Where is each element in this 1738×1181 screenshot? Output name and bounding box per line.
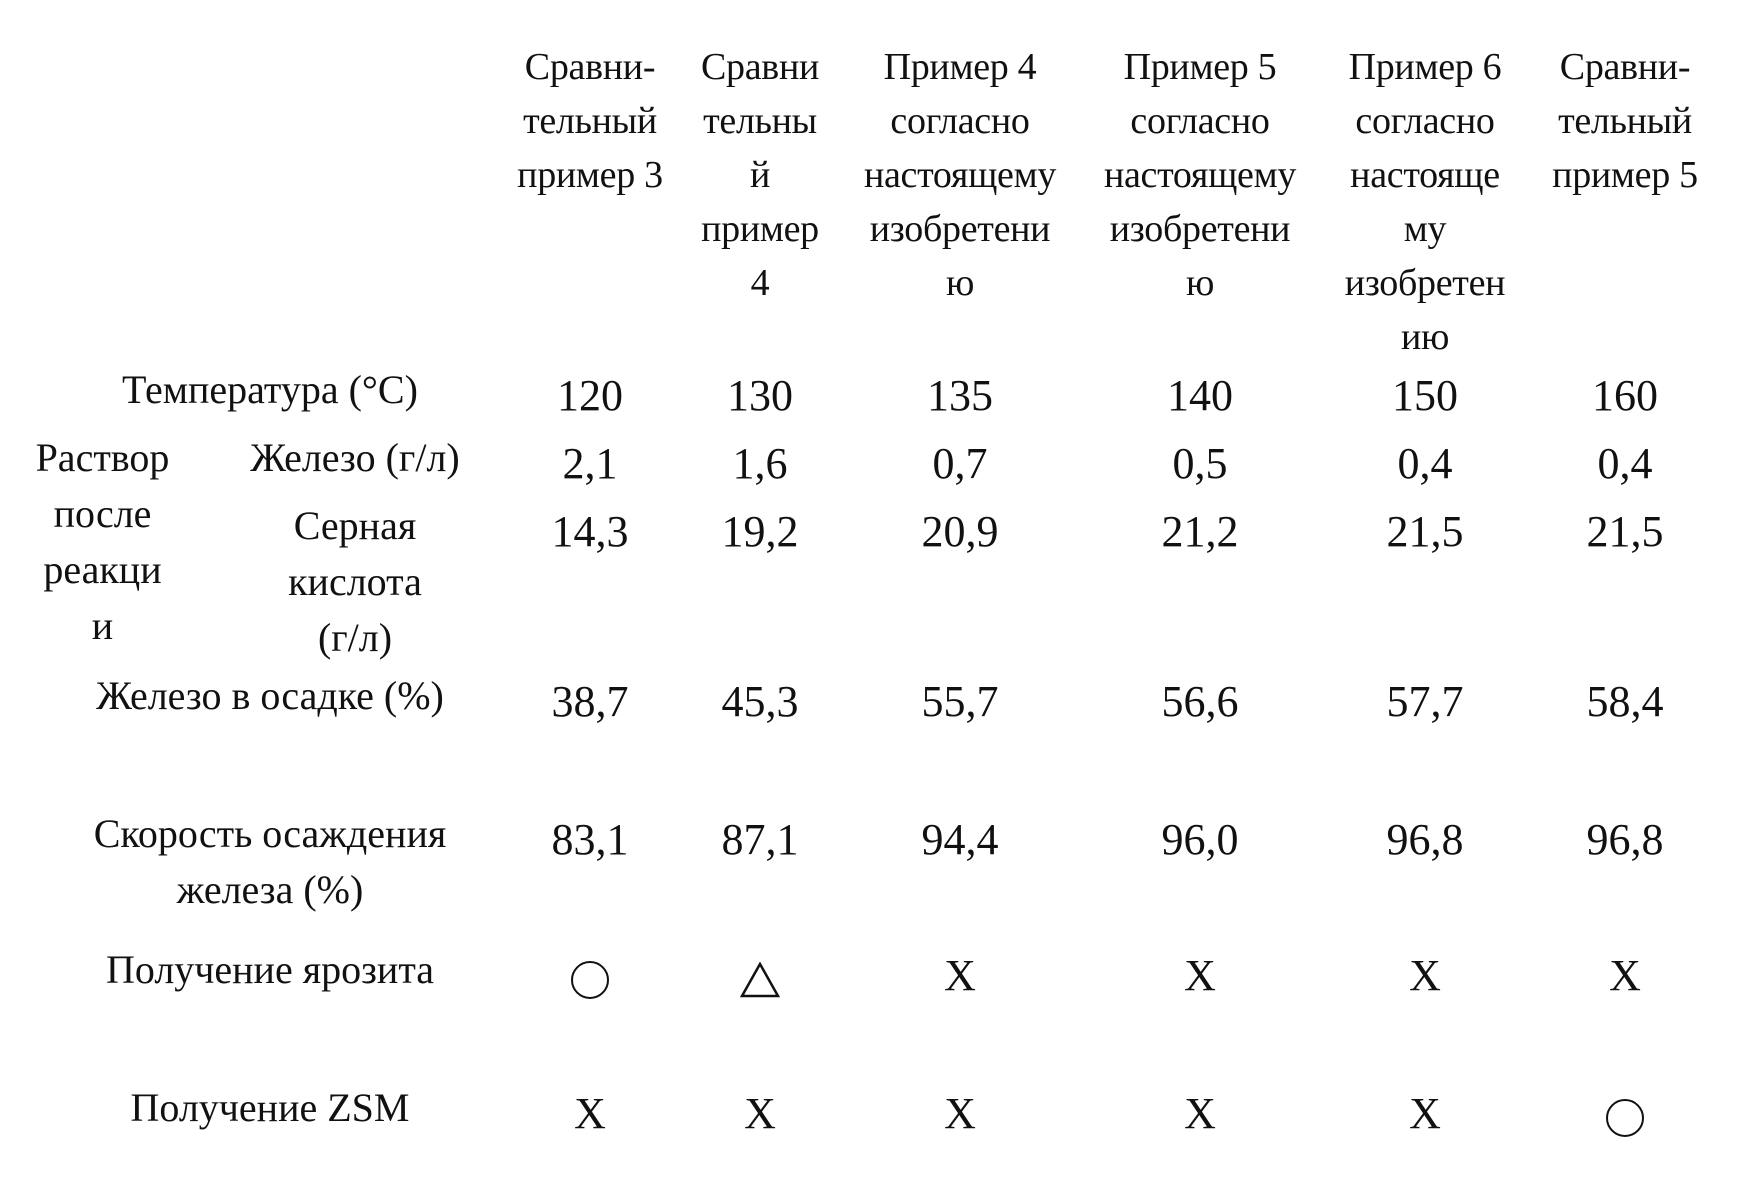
triangle-mark-icon — [740, 962, 780, 998]
row-label-temperature: Температура (°C) — [122, 367, 418, 412]
zsm-mark — [850, 1086, 1070, 1142]
row-label-iron-precipitate: Железо в осадке (%) — [96, 673, 444, 718]
sulfuric-acid-value: 19,2 — [721, 507, 799, 556]
circle-mark-icon — [571, 961, 609, 999]
column-header-comp4: Сравни тельны й пример 4 — [700, 46, 820, 304]
column-header-ex5: Пример 5 согласно настоящему изобретени ю — [1103, 46, 1297, 304]
row-label-jarosite: Получение ярозита — [105, 947, 435, 992]
sulfuric-acid-value: 14,3 — [551, 507, 629, 556]
iron-precipitate-value: 45,3 — [721, 677, 799, 726]
zsm-mark — [1325, 1086, 1525, 1142]
jarosite-mark — [1325, 948, 1525, 1004]
temperature-value: 130 — [727, 371, 793, 420]
row-label-sulfuric-acid: Серная кислота (г/л) — [288, 503, 422, 660]
temperature-value: 120 — [557, 371, 623, 420]
sulfuric-acid-value: 21,5 — [1586, 507, 1664, 556]
row-label-zsm: Получение ZSM — [130, 1085, 410, 1130]
iron-rate-value: 96,0 — [1161, 815, 1239, 864]
temperature-value: 140 — [1167, 371, 1233, 420]
row-label-iron: Железо (г/л) — [250, 435, 460, 480]
jarosite-mark — [850, 948, 1070, 1004]
x-mark-icon: X — [944, 951, 976, 1000]
zsm-mark — [1535, 1086, 1715, 1142]
iron-value: 0,4 — [1397, 439, 1453, 488]
iron-value: 1,6 — [732, 439, 788, 488]
iron-rate-value: 87,1 — [721, 815, 799, 864]
column-header-comp5: Сравни- тельный пример 5 — [1552, 46, 1698, 196]
iron-precipitate-value: 58,4 — [1586, 677, 1664, 726]
zsm-mark — [685, 1086, 835, 1142]
iron-rate-value: 83,1 — [551, 815, 629, 864]
jarosite-mark — [1090, 948, 1310, 1004]
x-mark-icon: X — [1409, 1089, 1441, 1138]
temperature-value: 135 — [927, 371, 993, 420]
iron-precipitate-value: 56,6 — [1161, 677, 1239, 726]
jarosite-mark — [685, 948, 835, 1004]
x-mark-icon: X — [1609, 951, 1641, 1000]
iron-rate-value: 94,4 — [921, 815, 999, 864]
zsm-mark — [1090, 1086, 1310, 1142]
column-header-ex4: Пример 4 согласно настоящему изобретени ю — [863, 46, 1057, 304]
x-mark-icon: X — [944, 1089, 976, 1138]
temperature-value: 150 — [1392, 371, 1458, 420]
jarosite-mark — [1535, 948, 1715, 1004]
iron-value: 2,1 — [562, 439, 618, 488]
x-mark-icon: X — [744, 1089, 776, 1138]
sulfuric-acid-value: 21,2 — [1161, 507, 1239, 556]
x-mark-icon: X — [1409, 951, 1441, 1000]
jarosite-mark — [500, 948, 680, 1004]
circle-mark-icon — [1606, 1099, 1644, 1137]
row-group-label-solution: Раствор после реакци и — [35, 435, 170, 648]
x-mark-icon: X — [1184, 1089, 1216, 1138]
row-label-iron-rate: Скорость осаждения железа (%) — [93, 811, 447, 912]
iron-rate-value: 96,8 — [1386, 815, 1464, 864]
sulfuric-acid-value: 20,9 — [921, 507, 999, 556]
iron-precipitate-value: 38,7 — [551, 677, 629, 726]
x-mark-icon: X — [1184, 951, 1216, 1000]
x-mark-icon: X — [574, 1089, 606, 1138]
iron-value: 0,7 — [932, 439, 988, 488]
column-header-ex6: Пример 6 согласно настояще му изобретен ию — [1344, 46, 1506, 358]
iron-precipitate-value: 55,7 — [921, 677, 999, 726]
iron-value: 0,5 — [1172, 439, 1228, 488]
iron-rate-value: 96,8 — [1586, 815, 1664, 864]
column-header-comp3: Сравни- тельный пример 3 — [517, 46, 663, 196]
temperature-value: 160 — [1592, 371, 1658, 420]
iron-value: 0,4 — [1597, 439, 1653, 488]
sulfuric-acid-value: 21,5 — [1386, 507, 1464, 556]
zsm-mark — [500, 1086, 680, 1142]
iron-precipitate-value: 57,7 — [1386, 677, 1464, 726]
